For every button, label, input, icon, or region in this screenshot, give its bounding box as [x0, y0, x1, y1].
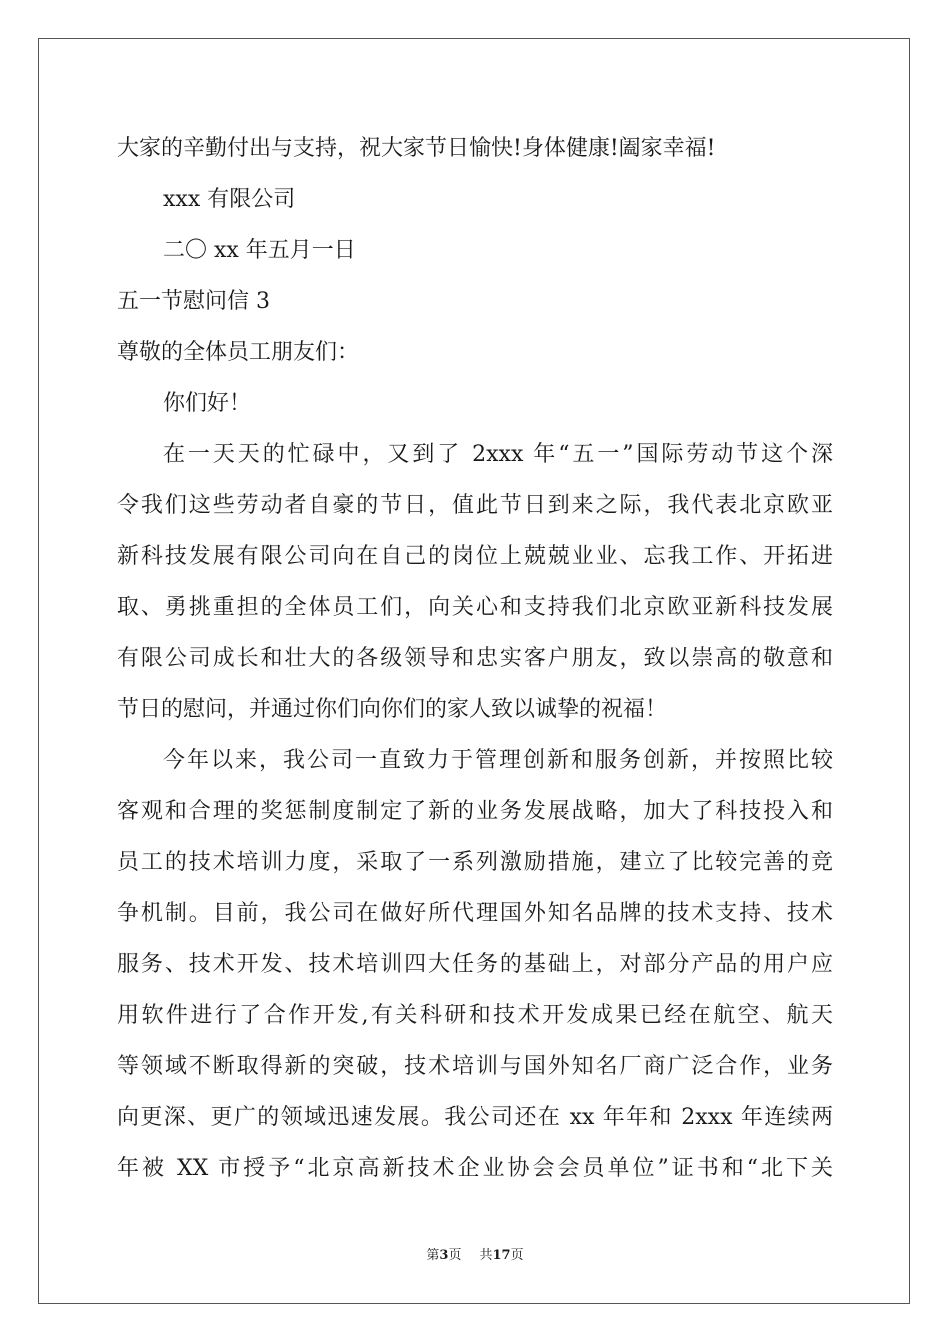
text-line: 员工的技术培训力度，采取了一系列激励措施，建立了比较完善的竞	[117, 850, 833, 875]
page-total: 17	[492, 1248, 511, 1263]
text-line: 令我们这些劳动者自豪的节日，值此节日到来之际，我代表北京欧亚	[117, 493, 833, 518]
total-unit: 页	[510, 1248, 524, 1263]
total-prefix: 共	[479, 1248, 493, 1263]
text-line: 等领域不断取得新的突破，技术培训与国外知名厂商广泛合作，业务	[117, 1054, 833, 1079]
text-line: 客观和合理的奖惩制度制定了新的业务发展战略，加大了科技投入和	[117, 799, 833, 824]
text-line: 用软件进行了合作开发,有关科研和技术开发成果已经在航空、航天	[117, 1003, 833, 1028]
text-line: 向更深、更广的领域迅速发展。我公司还在 xx 年年和 2xxx 年连续两	[117, 1105, 833, 1130]
text-line: 服务、技术开发、技术培训四大任务的基础上，对部分产品的用户应	[117, 952, 833, 977]
page-current: 3	[439, 1248, 449, 1263]
page-unit: 页	[448, 1248, 462, 1263]
page-prefix: 第	[426, 1248, 440, 1263]
salutation: 尊敬的全体员工朋友们：	[117, 340, 360, 365]
text-line: 大家的辛勤付出与支持，祝大家节日愉快!身体健康!阖家幸福!	[117, 136, 716, 161]
text-line: 年被 XX 市授予“北京高新技术企业协会会员单位”证书和“北下关	[117, 1156, 833, 1181]
text-line: 今年以来，我公司一直致力于管理创新和服务创新，并按照比较	[163, 748, 833, 773]
text-line: 有限公司成长和壮大的各级领导和忠实客户朋友，致以崇高的敬意和	[117, 646, 833, 671]
text-line: 在一天天的忙碌中，又到了 2xxx 年“五一”国际劳动节这个深	[163, 442, 833, 467]
text-line: 取、勇挑重担的全体员工们，向关心和支持我们北京欧亚新科技发展	[117, 595, 833, 620]
text-line: 新科技发展有限公司向在自己的岗位上兢兢业业、忘我工作、开拓进	[117, 544, 833, 569]
company-name: xxx 有限公司	[163, 187, 296, 212]
letter-title: 五一节慰问信 3	[117, 289, 270, 314]
page-footer	[0, 1247, 950, 1265]
text-line: 节日的慰问，并通过你们向你们的家人致以诚挚的祝福！	[117, 697, 668, 722]
text-line: 争机制。目前，我公司在做好所代理国外知名品牌的技术支持、技术	[117, 901, 833, 926]
greeting: 你们好！	[163, 391, 252, 416]
date-line: 二〇 xx 年五月一日	[163, 238, 356, 263]
